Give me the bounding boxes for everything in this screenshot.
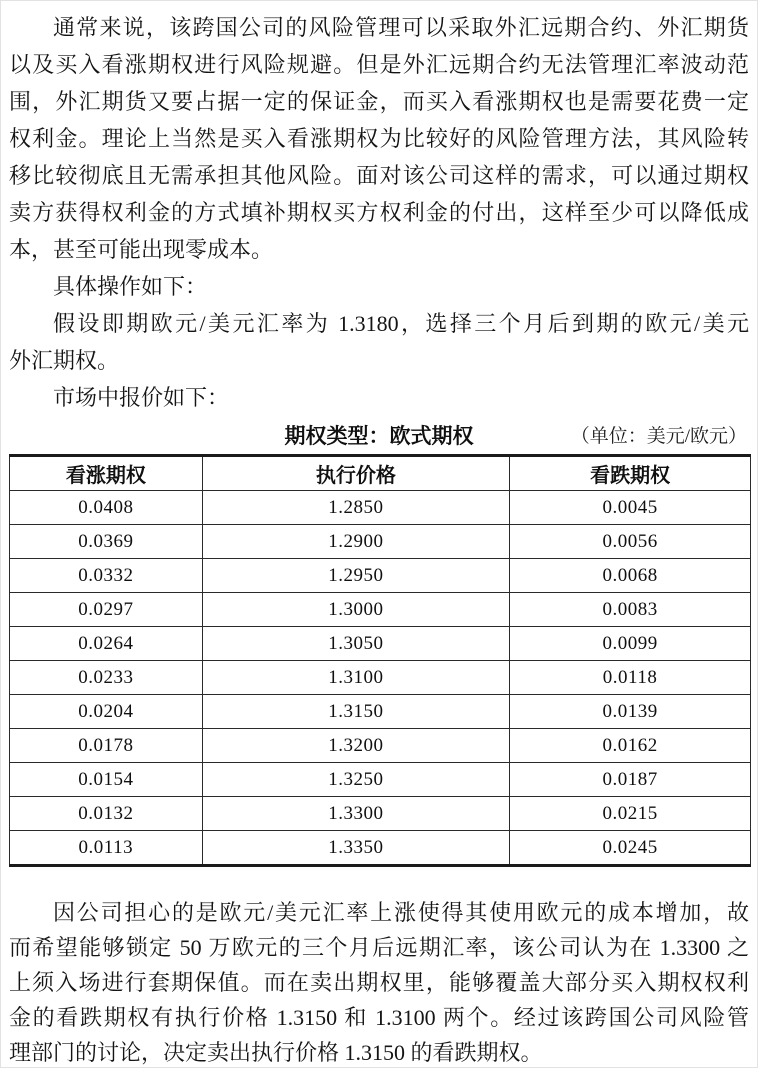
put-premium-cell: 0.0083 [510,593,751,627]
strike-price-cell: 1.3100 [202,661,510,695]
table-caption: 期权类型：欧式期权 [284,424,474,448]
assumption-line: 假设即期欧元/美元汇率为 1.3180，选择三个月后到期的欧元/美元 [53,311,749,336]
call-premium-cell: 0.0132 [10,797,203,831]
analysis-line: 理部门的讨论，决定卖出执行价格 1.3150 的看跌期权。 [9,1040,543,1065]
call-premium-cell: 0.0233 [10,661,203,695]
strike-price-cell: 1.3000 [202,593,510,627]
call-premium-cell: 0.0297 [10,593,203,627]
analysis-line: 而希望能够锁定 50 万欧元的三个月后远期汇率，该公司认为在 1.3300 之 [9,935,749,960]
quote-intro-line: 市场中报价如下： [53,385,230,410]
column-header-call: 看涨期权 [10,456,203,491]
put-premium-cell: 0.0162 [510,729,751,763]
intro-line: 通常来说，该跨国公司的风险管理可以采取外汇远期合约、外汇期货 [53,15,749,40]
table-unit-note: （单位：美元/欧元） [570,426,747,447]
table-caption-row [9,420,749,452]
table-row [10,559,751,593]
intro-line: 以及买入看涨期权进行风险规避。但是外汇远期合约无法管理汇率波动范 [9,52,749,77]
strike-price-cell: 1.3150 [202,695,510,729]
strike-price-cell: 1.3300 [202,797,510,831]
call-premium-cell: 0.0178 [10,729,203,763]
put-premium-cell: 0.0118 [510,661,751,695]
table-header-row [10,456,751,491]
put-premium-cell: 0.0215 [510,797,751,831]
analysis-line: 金的看跌期权有执行价格 1.3150 和 1.3100 两个。经过该跨国公司风险管 [9,1005,749,1030]
call-premium-cell: 0.0369 [10,525,203,559]
put-premium-cell: 0.0245 [510,831,751,866]
strike-price-cell: 1.2850 [202,491,510,525]
strike-price-cell: 1.2950 [202,559,510,593]
table-row [10,525,751,559]
spacer [9,867,749,895]
analysis-line: 因公司担心的是欧元/美元汇率上涨使得其使用欧元的成本增加，故 [53,900,749,925]
assumption-paragraph [9,305,749,379]
strike-price-cell: 1.3050 [202,627,510,661]
table-row [10,797,751,831]
call-premium-cell: 0.0204 [10,695,203,729]
table-row [10,661,751,695]
intro-line: 权利金。理论上当然是买入看涨期权为比较好的风险管理方法，其风险转 [9,126,749,151]
option-quote-table [9,454,751,867]
column-header-put: 看跌期权 [510,456,751,491]
strike-price-cell: 1.3200 [202,729,510,763]
intro-line: 围，外汇期货又要占据一定的保证金，而买入看涨期权也是需要花费一定 [9,89,749,114]
put-premium-cell: 0.0139 [510,695,751,729]
intro-line: 卖方获得权利金的方式填补期权买方权利金的付出，这样至少可以降低成 [9,200,749,225]
strike-price-cell: 1.2900 [202,525,510,559]
analysis-line: 上须入场进行套期保值。而在卖出期权里，能够覆盖大部分买入期权权利 [9,970,749,995]
intro-line: 本，甚至可能出现零成本。 [9,237,274,262]
put-premium-cell: 0.0068 [510,559,751,593]
table-row [10,831,751,866]
put-premium-cell: 0.0187 [510,763,751,797]
put-premium-cell: 0.0045 [510,491,751,525]
steps-intro-line: 具体操作如下： [53,274,208,299]
analysis-paragraph [9,895,749,1068]
table-row [10,593,751,627]
intro-line: 移比较彻底且无需承担其他风险。面对该公司这样的需求，可以通过期权 [9,163,749,188]
strike-price-cell: 1.3250 [202,763,510,797]
call-premium-cell: 0.0264 [10,627,203,661]
put-premium-cell: 0.0099 [510,627,751,661]
call-premium-cell: 0.0113 [10,831,203,866]
put-premium-cell: 0.0056 [510,525,751,559]
table-row [10,627,751,661]
call-premium-cell: 0.0332 [10,559,203,593]
call-premium-cell: 0.0154 [10,763,203,797]
table-row [10,695,751,729]
table-row [10,491,751,525]
assumption-line: 外汇期权。 [9,348,120,373]
call-premium-cell: 0.0408 [10,491,203,525]
strike-price-cell: 1.3350 [202,831,510,866]
table-row [10,729,751,763]
intro-paragraph [9,9,749,268]
table-row [10,763,751,797]
column-header-strike: 执行价格 [202,456,510,491]
